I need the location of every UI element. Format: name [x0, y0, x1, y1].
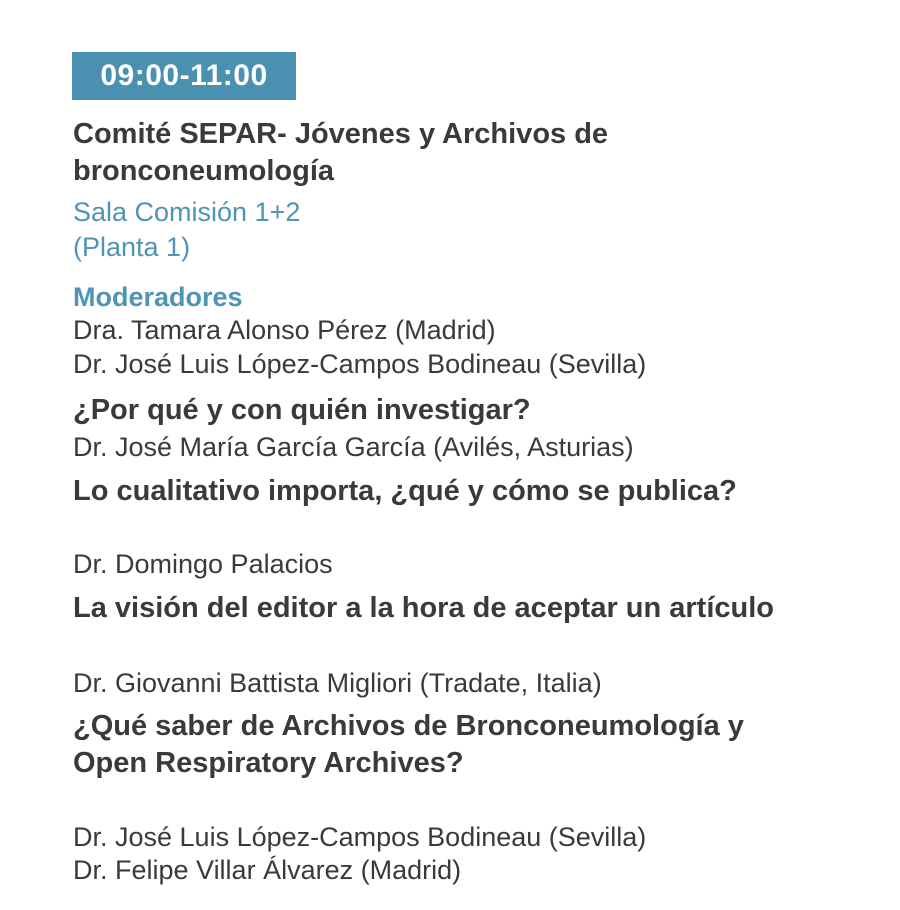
room-floor: (Planta 1) — [73, 232, 191, 262]
talk-title: La visión del editor a la hora de aceptar un artículo — [73, 592, 775, 624]
speaker-name: Dr. José Luis López-Campos Bodineau (Sevilla) — [73, 822, 647, 852]
time-badge: 09:00-11:00 — [72, 52, 296, 100]
moderators-label: Moderadores — [73, 282, 243, 312]
speaker-name: Dr. Domingo Palacios — [73, 549, 333, 579]
moderator-name: Dr. José Luis López-Campos Bodineau (Sevilla) — [73, 349, 647, 379]
talk-title: Lo cualitativo importa, ¿qué y cómo se publica? — [73, 475, 737, 507]
speaker-name: Dr. José María García García (Avilés, Asturias) — [73, 432, 634, 462]
talk-title: ¿Qué saber de Archivos de Bronconeumología y Open Respiratory Archives? — [73, 710, 744, 779]
speaker-name: Dr. Giovanni Battista Migliori (Tradate, Italia) — [73, 668, 602, 698]
room-name: Sala Comisión 1+2 — [73, 197, 301, 227]
talk-title: ¿Por qué y con quién investigar? — [73, 394, 531, 426]
session-title: Comité SEPAR- Jóvenes y Archivos de bronconeumología — [73, 118, 609, 187]
moderator-name: Dra. Tamara Alonso Pérez (Madrid) — [73, 315, 496, 345]
speaker-name: Dr. Felipe Villar Álvarez (Madrid) — [73, 855, 462, 885]
